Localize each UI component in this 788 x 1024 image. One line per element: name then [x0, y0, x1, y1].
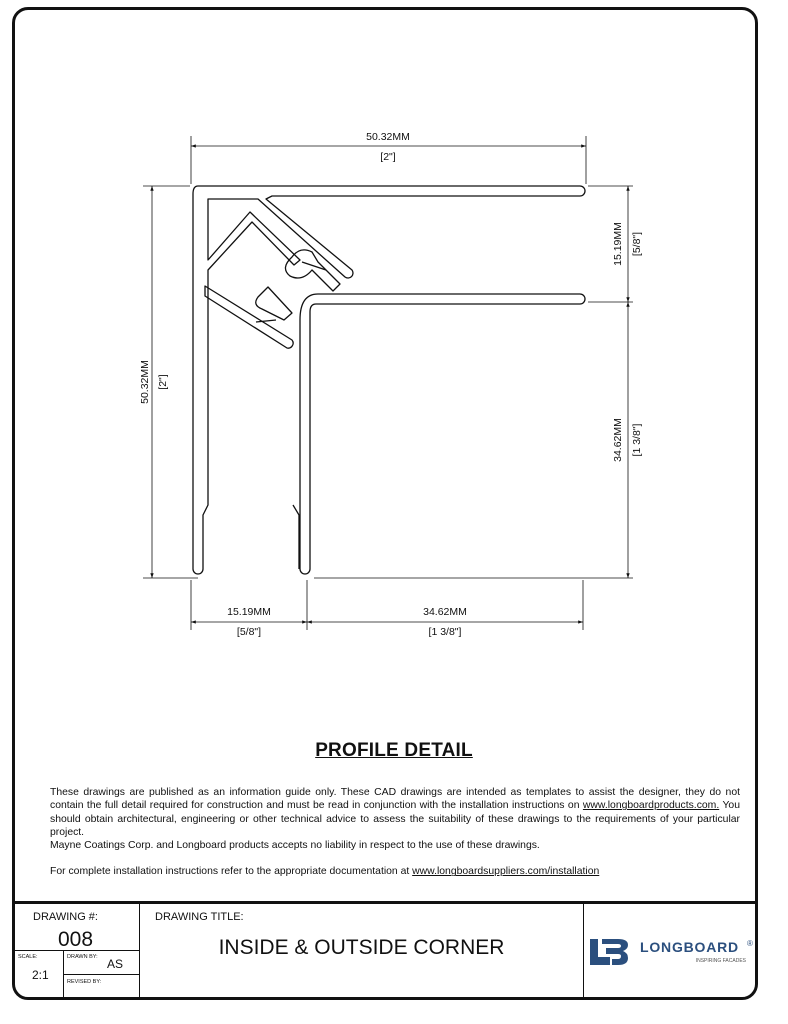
profile-detail-heading: PROFILE DETAIL [315, 740, 473, 761]
disclaimer-text-1: These drawings are published as an information guide only. These CAD drawings are intended as templates to assist the designer, they do not contain the full detail required for construction and must be read in conjunction with the installation instructions on [50, 787, 740, 812]
corner-profile-outline [193, 186, 585, 574]
dim-left-height-mm: 50.32MM [139, 360, 151, 404]
disclaimer-block [50, 786, 740, 879]
revised-by-label: REVISED BY: [67, 979, 102, 985]
dim-bottom-left-mm: 15.19MM [227, 606, 271, 618]
logo-registered-mark: ® [747, 939, 753, 948]
drawn-by-value: AS [107, 957, 124, 971]
title-block-revised-row-top [63, 974, 139, 975]
scale-label: SCALE: [18, 954, 38, 960]
title-block-divider-right [583, 903, 584, 998]
scale-value: 2:1 [32, 968, 49, 982]
dim-bottom-right-mm: 34.62MM [423, 606, 467, 618]
drawing-number: 008 [58, 928, 94, 951]
drawn-by-label: DRAWN BY: [67, 954, 98, 960]
dim-bottom-left-inch: [5/8"] [236, 626, 262, 638]
logo-tagline: INSPIRING FACADES [695, 958, 746, 964]
drawing-title: INSIDE & OUTSIDE CORNER [218, 936, 505, 959]
disclaimer-paragraph [50, 786, 740, 839]
title-block-top-border [13, 901, 756, 904]
installation-link[interactable]: www.longboardsuppliers.com/installation [412, 866, 600, 878]
logo-wordmark: LONGBOARD [640, 939, 739, 955]
dim-bottom-right-inch: [1 3/8"] [428, 626, 462, 638]
liability-text: Mayne Coatings Corp. and Longboard products accepts no liability in respect to the use of these drawings. [50, 840, 540, 852]
installation-text-label: For complete installation instructions refer to the appropriate documentation at [50, 866, 413, 878]
dim-right-lower-inch: [1 3/8"] [631, 423, 643, 457]
dim-top-width-mm: 50.32MM [366, 131, 410, 143]
disclaimer-text-2: You should obtain architectural, engineering or other technical advice to assess the suitability of these drawings to the requirements of your particular project. [50, 800, 740, 838]
longboard-logo [588, 931, 758, 971]
drawing-title-label: DRAWING TITLE: [155, 911, 244, 923]
dim-top-width-inch: [2"] [380, 151, 396, 163]
dim-left-height-inch: [2"] [157, 374, 169, 390]
products-link[interactable]: www.longboardproducts.com. [582, 800, 720, 812]
dimension-lines [152, 146, 628, 622]
extension-lines [143, 136, 633, 630]
installation-text [50, 865, 740, 878]
dim-right-upper-inch: [5/8"] [631, 231, 643, 257]
dim-right-lower-mm: 34.62MM [612, 418, 624, 462]
drawing-number-label: DRAWING #: [33, 911, 98, 923]
lb-monogram-icon [590, 939, 628, 965]
dim-right-upper-mm: 15.19MM [612, 222, 624, 266]
